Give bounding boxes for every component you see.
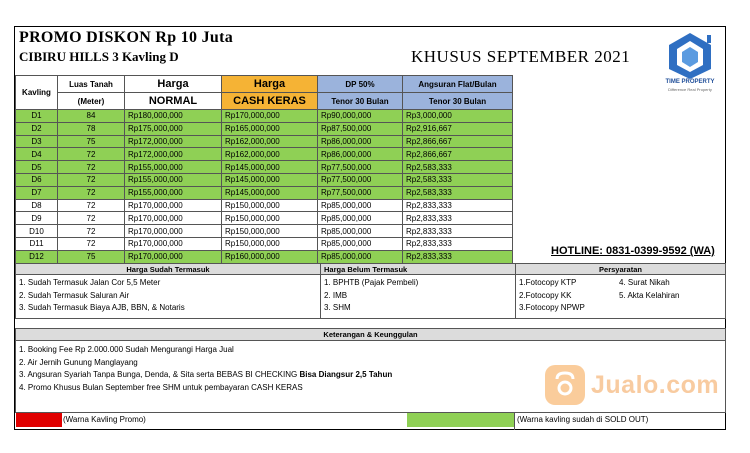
cell-luas: 78 [58, 122, 125, 135]
cell-normal: Rp155,000,000 [125, 173, 222, 186]
list-item [619, 302, 719, 315]
cell-normal: Rp170,000,000 [125, 250, 222, 263]
cell-luas: 84 [58, 110, 125, 123]
table-row [16, 225, 513, 238]
cell-ang: Rp2,833,333 [403, 212, 513, 225]
cell-luas: 72 [58, 161, 125, 174]
cell-kav: D8 [16, 199, 58, 212]
col-normal: Harga [125, 76, 222, 93]
col-angsuran: Angsuran Flat/Bulan [403, 76, 513, 93]
cell-luas: 72 [58, 186, 125, 199]
cell-cash: Rp150,000,000 [222, 199, 318, 212]
cell-dp: Rp85,000,000 [318, 250, 403, 263]
cell-dp: Rp85,000,000 [318, 199, 403, 212]
table-row [16, 161, 513, 174]
table-row [16, 186, 513, 199]
cell-dp: Rp85,000,000 [318, 237, 403, 250]
cell-kav: D12 [16, 250, 58, 263]
table-row [16, 250, 513, 263]
persyaratan-title: Persyaratan [516, 264, 725, 275]
cell-ang: Rp2,833,333 [403, 237, 513, 250]
cell-ang: Rp2,833,333 [403, 225, 513, 238]
table-row [16, 237, 513, 250]
list-item: 1.Fotocopy KTP [519, 278, 577, 287]
cell-luas: 72 [58, 199, 125, 212]
cell-cash: Rp170,000,000 [222, 110, 318, 123]
jualo-bag-icon [545, 365, 585, 405]
cell-cash: Rp160,000,000 [222, 250, 318, 263]
hotline-text: HOTLINE: 0831-0399-9592 (WA) [551, 245, 715, 257]
keterangan-title: Keterangan & Keunggulan [16, 329, 725, 341]
cell-cash: Rp145,000,000 [222, 173, 318, 186]
cell-dp: Rp90,000,000 [318, 110, 403, 123]
price-rows [16, 110, 513, 264]
cell-normal: Rp172,000,000 [125, 135, 222, 148]
cell-ang: Rp2,916,667 [403, 122, 513, 135]
cell-luas: 72 [58, 237, 125, 250]
harga-belum-title: Harga Belum Termasuk [321, 264, 515, 275]
table-row [16, 173, 513, 186]
cell-dp: Rp87,500,000 [318, 122, 403, 135]
harga-belum-box [320, 263, 516, 319]
cell-kav: D3 [16, 135, 58, 148]
persyaratan-box [515, 263, 726, 319]
list-item: 3. Sudah Termasuk Biaya AJB, BBN, & Notaris [19, 303, 185, 312]
cell-dp: Rp77,500,000 [318, 161, 403, 174]
table-row [16, 135, 513, 148]
cell-kav: D11 [16, 237, 58, 250]
cell-luas: 72 [58, 173, 125, 186]
cell-normal: Rp155,000,000 [125, 161, 222, 174]
cell-luas: 75 [58, 135, 125, 148]
cell-cash: Rp150,000,000 [222, 212, 318, 225]
cell-luas: 72 [58, 225, 125, 238]
list-item: 4. Promo Khusus Bulan September free SHM untuk pembayaran CASH KERAS [19, 382, 303, 392]
col-kavling: Kavling [16, 76, 58, 110]
list-item: 1. BPHTB (Pajak Pembeli) [324, 278, 419, 287]
cell-cash: Rp145,000,000 [222, 186, 318, 199]
promo-title: PROMO DISKON Rp 10 Juta [19, 29, 234, 46]
list-item: 2. Air Jernih Gunung Manglayang [19, 357, 138, 367]
cell-normal: Rp170,000,000 [125, 237, 222, 250]
cell-kav: D2 [16, 122, 58, 135]
cell-kav: D4 [16, 148, 58, 161]
col-angsuran-sub: Tenor 30 Bulan [403, 93, 513, 110]
cell-dp: Rp85,000,000 [318, 212, 403, 225]
cell-luas: 75 [58, 250, 125, 263]
list-item: 4. Surat Nikah [619, 278, 670, 287]
cell-normal: Rp172,000,000 [125, 148, 222, 161]
cell-ang: Rp2,866,667 [403, 148, 513, 161]
list-item: 5. Akta Kelahiran [619, 290, 680, 300]
harga-termasuk-box [15, 263, 321, 319]
col-cash-sub: CASH KERAS [222, 93, 318, 110]
table-row [16, 212, 513, 225]
col-luas: Luas Tanah [58, 76, 125, 93]
cell-cash: Rp165,000,000 [222, 122, 318, 135]
cell-ang: Rp2,583,333 [403, 161, 513, 174]
cell-cash: Rp145,000,000 [222, 161, 318, 174]
divider [514, 413, 515, 430]
watermark-text: Jualo.com [591, 371, 720, 399]
cell-normal: Rp170,000,000 [125, 225, 222, 238]
cell-kav: D9 [16, 212, 58, 225]
list-item: 3. SHM [324, 303, 351, 312]
price-table [15, 75, 513, 264]
col-normal-sub: NORMAL [125, 93, 222, 110]
table-row [16, 148, 513, 161]
cell-kav: D7 [16, 186, 58, 199]
cell-dp: Rp86,000,000 [318, 135, 403, 148]
cell-dp: Rp77,500,000 [318, 186, 403, 199]
list-item: 3.Fotocopy NPWP [519, 303, 585, 312]
col-dp: DP 50% [318, 76, 403, 93]
logo-text: TIME PROPERTY [665, 79, 715, 85]
harga-termasuk-title: Harga Sudah Termasuk [16, 264, 320, 275]
list-item: 2. IMB [324, 290, 348, 300]
cell-cash: Rp162,000,000 [222, 135, 318, 148]
list-item: 1. Booking Fee Rp 2.000.000 Sudah Mengurangi Harga Jual [19, 345, 234, 354]
keterangan-item3-bold: Bisa Diangsur 2,5 Tahun [299, 370, 393, 379]
col-dp-sub: Tenor 30 Bulan [318, 93, 403, 110]
cell-cash: Rp150,000,000 [222, 237, 318, 250]
table-row [16, 122, 513, 135]
cell-ang: Rp2,583,333 [403, 186, 513, 199]
list-item: 2.Fotocopy KK [519, 290, 572, 300]
cell-normal: Rp180,000,000 [125, 110, 222, 123]
legend-sold-label: (Warna kavling sudah di SOLD OUT) [517, 415, 649, 424]
cell-kav: D5 [16, 161, 58, 174]
cell-ang: Rp3,000,000 [403, 110, 513, 123]
legend-promo-label: (Warna Kavling Promo) [63, 415, 146, 424]
col-luas-sub: (Meter) [58, 93, 125, 110]
table-row [16, 199, 513, 212]
cell-normal: Rp170,000,000 [125, 212, 222, 225]
cell-kav: D1 [16, 110, 58, 123]
cell-dp: Rp77,500,000 [318, 173, 403, 186]
special-period: KHUSUS SEPTEMBER 2021 [411, 47, 631, 66]
house-cube-icon [655, 31, 725, 79]
list-item: 1. Sudah Termasuk Jalan Cor 5,5 Meter [19, 278, 161, 287]
cell-luas: 72 [58, 148, 125, 161]
cell-cash: Rp162,000,000 [222, 148, 318, 161]
cell-dp: Rp85,000,000 [318, 225, 403, 238]
cell-cash: Rp150,000,000 [222, 225, 318, 238]
legend-promo-swatch [16, 413, 62, 427]
list-item: 2. Sudah Termasuk Saluran Air [19, 290, 130, 300]
cell-normal: Rp175,000,000 [125, 122, 222, 135]
cell-ang: Rp2,833,333 [403, 250, 513, 263]
logo-tagline: Difference Real Property [668, 87, 712, 92]
cell-dp: Rp86,000,000 [318, 148, 403, 161]
promo-subtitle: CIBIRU HILLS 3 Kavling D [19, 49, 179, 64]
jualo-watermark [545, 365, 725, 407]
table-row [16, 110, 513, 123]
cell-luas: 72 [58, 212, 125, 225]
cell-ang: Rp2,866,667 [403, 135, 513, 148]
time-property-logo [655, 31, 725, 91]
cell-ang: Rp2,833,333 [403, 199, 513, 212]
cell-kav: D10 [16, 225, 58, 238]
legend-sold-swatch [407, 413, 515, 427]
keterangan-item3-text: 3. Angsuran Syariah Tanpa Bunga, Denda, & Sita serta BEBAS BI CHECKING [19, 370, 300, 379]
col-cash: Harga [222, 76, 318, 93]
cell-normal: Rp170,000,000 [125, 199, 222, 212]
cell-ang: Rp2,583,333 [403, 173, 513, 186]
cell-normal: Rp155,000,000 [125, 186, 222, 199]
cell-kav: D6 [16, 173, 58, 186]
